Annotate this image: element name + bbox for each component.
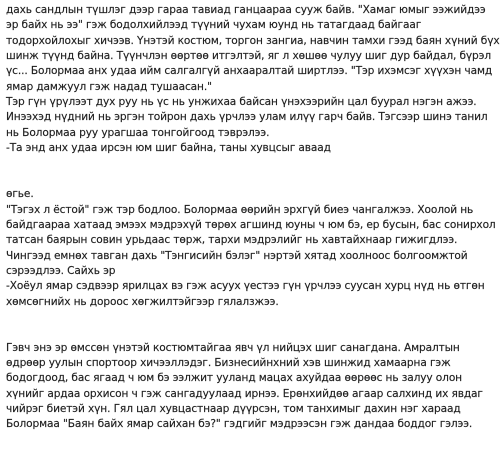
text-line: бодогдоод, бас ягаад ч юм бэ ээлжит ууланд мацах ахуйдаа өөрөөс нь залуу олон xyxy=(6,372,462,385)
text-line: өдрөөр уулын спортоор хичээллэдэг. Бизнесийнхний хэв шинжид хамаарна гэж xyxy=(6,357,451,370)
text-line: Чингээд емнөх тавган дахь "Тэнгисийн бэлэг" нэртэй хятад хоолноос болгоомжтой xyxy=(6,249,468,262)
text-line: "Тэгэх л ёстой" гэж тэр бодлоо. Болормаа өөрийн эрхгүй биеэ чангалжээ. Хоолой нь xyxy=(6,203,474,216)
text-line: эр байх нь ээ" гэж бодолхийлээд түүний чухам юунд нь татагдаад байгааг xyxy=(6,19,422,32)
text-line: хөмсөгнийх нь дороос хөгжилтэйгээр гялалзжээ. xyxy=(6,295,279,308)
text-line: тодорхойлохыг хичээв. Үнэтэй костюм, торгон зангиа, навчин тамхи гээд баян хүний бүх xyxy=(6,34,500,47)
text-line: өгье. xyxy=(6,188,34,201)
text-line: дахь сандлын түшлэг дээр гараа тавиад ганцаараа сууж байв. "Хамаг юмыг ээжийдээ xyxy=(6,4,486,16)
text-line: Гэвч энэ эр өмссөн үнэтэй костюмтайгаа явч үл нийцэх шиг санагдана. Амралтын xyxy=(6,341,460,354)
text-line: нь Болормаа руу урагшаа тонгойгоод тэврэлээ. xyxy=(6,126,270,139)
text-line: -Та энд анх удаа ирсэн юм шиг байна, таны хувцсыг аваад xyxy=(6,142,331,155)
text-line: үс... Болормаа анх удаа ийм салгалгүй анхааралтай ширтлээ. "Тэр ихэмсэг хүүхэн чамд xyxy=(6,65,493,78)
text-line: Тэр гүн үрүлээт дух руу нь үс нь унжихаа байсан үнэхээрийн цал буурал нэгэн ажээ. xyxy=(6,96,477,109)
text-line: ямар дамжуул гэж надад тушаасан." xyxy=(6,80,212,93)
text-line: шинж түүнд байна. Түүнчлэн өөртөө итгэлтэй, яг л хөшөө чулуу шиг дур байдал, бүрэл xyxy=(6,50,492,63)
text-line: Инээхэд нүдний нь эргэн тойрон дахь үрчлээ улам илүү гарч байв. Тэгсээр шинэ танил xyxy=(6,111,488,124)
text-line: -Хоёул ямар сэдвээр ярилцах вэ гэж асуух үестээ гүн үрчлээ суусан хурц нүд нь өтгөн xyxy=(6,280,485,293)
text-line: татсан баярын совин урьдаас төрж, тархи мэдрэлийг нь хавтайхнаар гижигдлээ. xyxy=(6,234,458,247)
text-line: Болормаа "Баян байх ямар сайхан бэ?" гэдгийг мэдрээсэн гэж дандаа боддог гэлээ. xyxy=(6,418,473,431)
text-line: хүнийг ардаа орхисон ч гэж сангадуулаад ирнээ. Ерөнхийдөө агаар салхинд их явдаг xyxy=(6,387,483,400)
text-line: чийрэг биетэй хүн. Гял цал хувцастнаар дүүрсэн, том танхимыг дахин нэг хараад xyxy=(6,403,461,416)
text-line: сэрээдлээ. Сайхь эр xyxy=(6,264,116,277)
text-line: байдгаараа хатаад эмээх мэдрэхүй төрөх агшинд юуны ч юм бэ, ер бусын, бас сонирхол xyxy=(6,218,496,231)
